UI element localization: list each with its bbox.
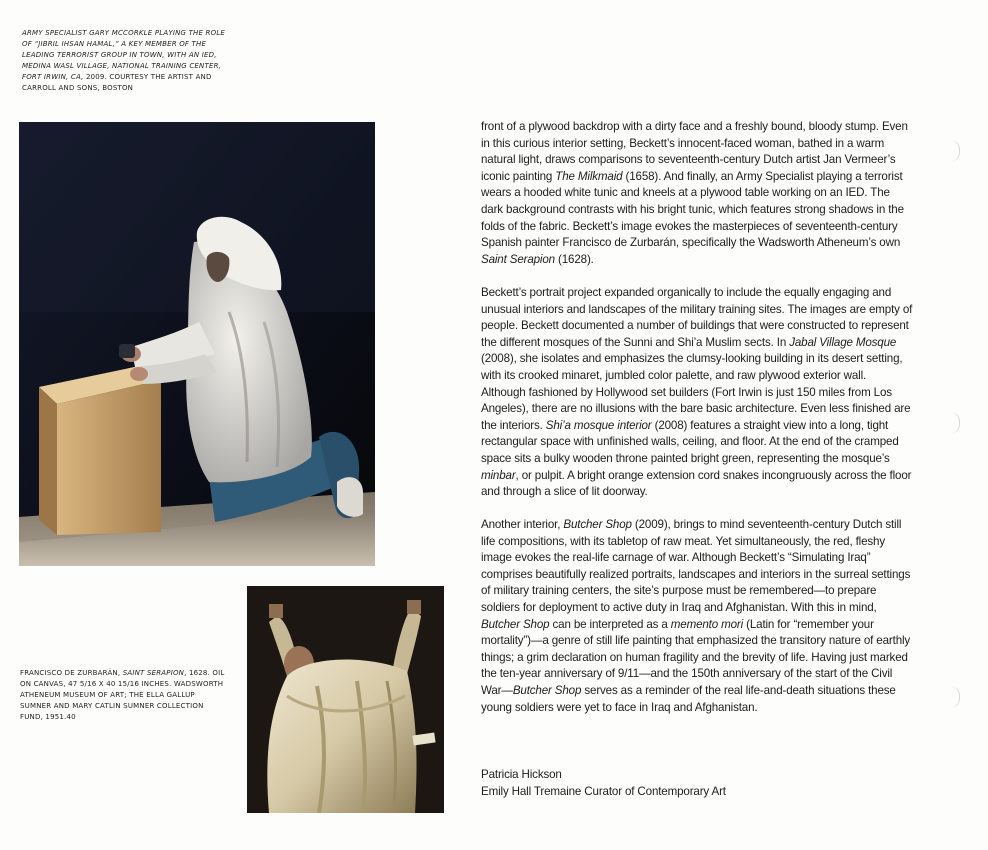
caption-title: SAINT SERAPION [122,669,185,677]
binding-mark [950,412,960,434]
p3-text-e: can be interpreted as a [549,617,671,631]
p3-italic-butcher-2: Butcher Shop [481,617,550,631]
painting-saint-serapion [247,586,444,813]
p3-text-c: (2009), brings to mind seventeenth-century Dutch still life compositions, with its tabletop of raw meat. Yet simultaneously, the red, fleshy image evokes the real-life carnage of war. Although Beckett’s “Simulating Iraq” comprises beautifully realized portraits, landscapes and interiors in the surreal settings of military training centers, the site’s purpose must be remembered—to prepare soldiers for deployment to active duty in Iraq and Afghanistan. With this in mind, [481,518,911,614]
p2-text-c: (2008), she isolates and emphasizes the clumsy-looking building in its desert setting, with its crooked minaret, jumbled color palette, and raw plywood exterior wall. Although fashioned by Hollywood set builders (Fort Irwin is just 150 miles from Los Angeles), there are no illusions with the bare basic architecture. Even less finished are the interiors. [481,352,911,432]
caption-details: , 1628. OIL ON CANVAS, 47 5/16 X 40 15/16 INCHES. WADSWORTH ATHENEUM MUSEUM OF ART; THE ELLA GALLUP SUMNER AND MARY CATLIN SUMNER COLLECTION FUND, 1951.40 [20,669,225,721]
caption-artist: FRANCISCO DE ZURBARÁN, [20,669,123,677]
binding-mark [950,140,960,162]
p2-text-a: Beckett’s portrait project expanded organically to include the equally engaging and unusual interiors and landscapes of the military training sites. The images are empty of people. Beckett documented a number of buildings that were constructed to represent the different mosques of the Sunni and Shi’a Muslim sects. In [481,286,913,349]
p2-text-e: (2008) features a straight view into a long, tight rectangular space with unfinished walls, ceiling, and floor. At the end of the cramped space sits a bulky wooden throne painted bright green, representing the mosque’s [481,418,899,465]
binding-mark [950,686,960,708]
p3-italic-butcher-3: Butcher Shop [512,683,582,697]
p1-text-a: front of a plywood backdrop with a dirty face and a freshly bound, bloody stump. Even in this curious interior setting, Beckett’s innocent-faced woman, bathed in a warm natural light, draws comparisons to seventeenth-century Dutch artist Jan Vermeer’s iconic painting [481,120,908,183]
caption-italic-part: ARMY SPECIALIST GARY MCCORKLE PLAYING THE ROLE OF “JIBRIL IHSAN HAMAL,” A KEY MEMBER OF THE LEADING TERRORIST GROUP IN TOWN, WITH AN IED, MEDINA WASL VILLAGE, NATIONAL TRAINING CENTER, FORT IRWIN, CA, [22,29,226,81]
caption-credit: 2009. COURTESY THE ARTIST AND CARROLL AND SONS, BOSTON [22,73,212,92]
p1-text-e: (1628). [554,252,594,266]
painting-caption [20,668,225,723]
p3-text-g: (Latin for “remember your mortality”)—a genre of still life painting that emphasized the transitory nature of earthly things; a grim declaration on human fragility and the brevity of life. Having just marked the ten-year anniversary of 9/11—and the 150th anniversary of the start of the Civil War— [481,617,911,697]
p3-italic-memento: memento mori [670,617,744,631]
p1-italic-milkmaid: The Milkmaid [555,169,623,183]
author-title: Emily Hall Tremaine Curator of Contemporary Art [481,784,726,798]
paragraph-2 [481,285,913,501]
p2-italic-shia: Shi’a mosque interior [545,418,652,432]
author-name: Patricia Hickson [481,768,562,781]
p3-text-i: serves as a reminder of the real life-and-death situations these young soldiers were yet to face in Iraq and Afghanistan. [481,683,896,714]
photo-caption-soldier [22,28,227,94]
p2-italic-minbar: minbar [481,468,516,482]
paragraph-3 [481,517,913,716]
p1-italic-serapion: Saint Serapion [481,252,555,266]
p1-text-c: (1658). And finally, an Army Specialist playing a terrorist wears a hooded white tunic and kneels at a plywood table working on an IED. The dark background contrasts with his bright tunic, which features strong shadows in the folds of the fabric. Beckett’s image evokes the masterpieces of seventeenth-century Spanish painter Francisco de Zurbarán, specifically the Wadsworth Atheneum’s own [481,169,904,250]
p2-text-g: , or pulpit. A bright orange extension cord snakes incongruously across the floor and through a slice of lit doorway. [481,468,912,499]
author-signature [481,767,913,800]
p3-text-a: Another interior, [481,518,564,531]
p2-italic-jabal: Jabal Village Mosque [789,335,897,349]
p3-italic-butcher-1: Butcher Shop [563,518,632,531]
paragraph-1 [481,119,913,268]
photo-soldier-kneeling [19,122,375,566]
